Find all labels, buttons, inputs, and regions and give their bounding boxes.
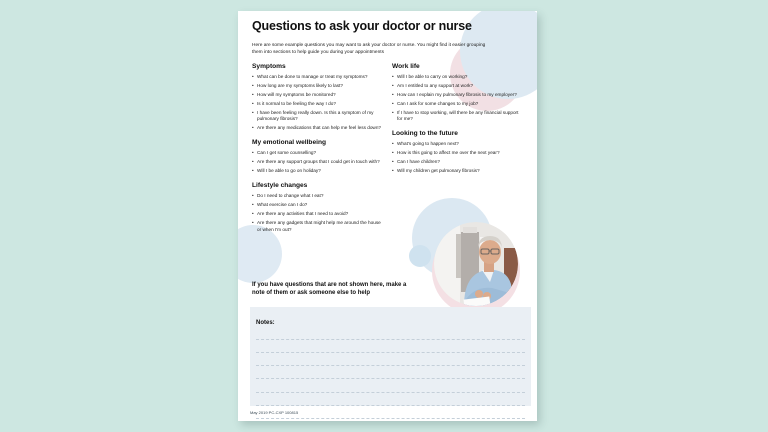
question-item: • How can I explain my pulmonary fibrosis to my employer? [392,92,525,98]
photo-older-man-circle [434,222,518,306]
notes-line [256,392,525,393]
question-item: • Can I get some counselling? [252,150,384,156]
photo-older-man [434,222,518,306]
notes-line [256,405,525,406]
question-item: • Can I have children? [392,159,525,165]
notes-lines [256,339,525,420]
notes-line [256,378,525,379]
question-item: • Am I entitled to any support at work? [392,83,525,89]
question-list [252,150,384,174]
section-symptoms [252,63,384,131]
notes-line [256,365,525,366]
question-item: • How will my symptoms be monitored? [252,92,384,98]
intro-paragraph: Here are some example questions you may want to ask your doctor or nurse. You might find it easier grouping them into sections to help guide you during your appointments [252,43,486,55]
section-looking-to-future [392,130,525,174]
section-lifestyle-changes [252,182,384,232]
question-item: • If I have to stop working, will there be any financial support for me? [392,110,525,122]
section-heading: Looking to the future [392,130,458,138]
question-list [252,74,384,131]
question-item: • What can be done to manage or treat my symptoms? [252,74,384,80]
question-item: • Is it normal to be feeling the way I do? [252,101,384,107]
question-list [392,74,525,122]
question-item: • How is this going to affect me over the next year? [392,150,525,156]
question-item: • Will my children get pulmonary fibrosis? [392,168,525,174]
note-prompt: If you have questions that are not shown here, make a note of them or ask someone else to help [252,282,407,297]
section-heading: Work life [392,63,420,70]
right-column [392,63,525,241]
notes-box [250,307,531,406]
question-item: • Will I be able to go on holiday? [252,168,384,174]
question-item: • What's going to happen next? [392,141,525,147]
section-heading: Symptoms [252,63,286,70]
document-footer-code: May 2019 PC-CXP 100815 [250,410,299,415]
notes-label: Notes: [256,320,275,326]
notes-line [256,339,525,340]
question-list [252,193,384,232]
question-item: • Can I ask for some changes to my job? [392,101,525,107]
question-item: • Do I need to change what I eat? [252,193,384,199]
question-list [392,141,525,174]
notes-line [256,352,525,353]
question-item: • Are there any gadgets that might help me around the house or when I'm out? [252,220,384,232]
question-item: • Are there any support groups that I could get in touch with? [252,159,384,165]
question-item: • Will I be able to carry on working? [392,74,525,80]
left-column [252,63,384,241]
section-work-life [392,63,525,122]
section-emotional-wellbeing [252,139,384,174]
question-item: • How long are my symptoms likely to last? [252,83,384,89]
question-item: • Are there any activities that I need to avoid? [252,211,384,217]
question-columns [252,63,525,241]
question-item: • What exercise can I do? [252,202,384,208]
decorative-circle-photo-small [409,245,431,267]
question-item: • Are there any medications that can help me feel less down? [252,125,384,131]
page-title: Questions to ask your doctor or nurse [252,19,472,33]
document-page [238,11,537,421]
question-item: • I have been feeling really down. Is this a symptom of my pulmonary fibrosis? [252,110,384,122]
section-heading: Lifestyle changes [252,182,308,190]
notes-line [256,418,525,419]
section-heading: My emotional wellbeing [252,139,327,147]
